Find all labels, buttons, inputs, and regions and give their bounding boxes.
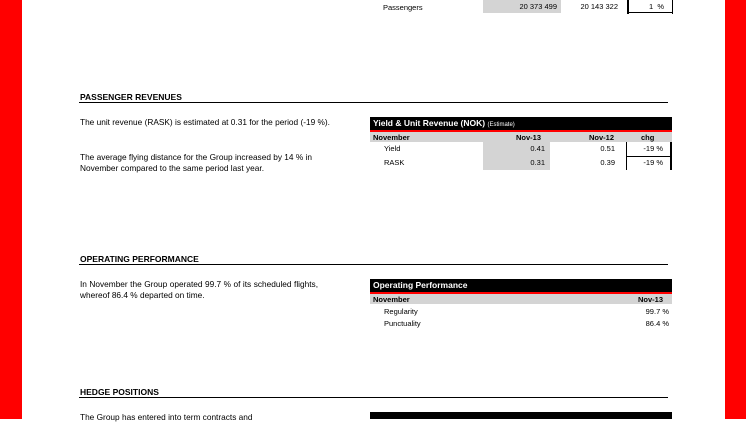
passenger-revenues-heading: PASSENGER REVENUES: [80, 92, 182, 102]
operating-header-period: November: [373, 295, 410, 304]
hedge-positions-paragraph: The Group has entered into term contracts and: [80, 412, 253, 422]
yield-row-change: -19 %: [643, 144, 663, 153]
operating-header-current: Nov-13: [638, 295, 664, 304]
yield-table-title-note: (Estimate): [487, 122, 515, 128]
passengers-label: Passengers: [383, 3, 423, 12]
section-divider: [79, 397, 668, 398]
yield-header-current: Nov-13: [516, 133, 542, 142]
passengers-previous-value: 20 143 322: [580, 2, 618, 11]
regularity-label: Regularity: [384, 307, 418, 316]
rask-row-change: -19 %: [643, 158, 663, 167]
yield-row-current: 0.41: [530, 144, 545, 153]
passengers-change-value: 1: [648, 2, 654, 11]
section-divider: [79, 264, 668, 265]
yield-row-label: Yield: [384, 144, 401, 153]
punctuality-value: 86.4 %: [645, 319, 669, 328]
hedge-table-title-bar: [370, 412, 672, 419]
yield-table-title: Yield & Unit Revenue (NOK): [373, 118, 486, 128]
yield-header-period: November: [373, 133, 410, 142]
operating-table-header-row: [370, 292, 672, 304]
right-brand-bar: [725, 0, 746, 419]
yield-header-change: chg: [641, 133, 655, 142]
yield-row-previous: 0.51: [600, 144, 615, 153]
rask-row-label: RASK: [384, 158, 405, 167]
passenger-revenues-paragraph-1: The unit revenue (RASK) is estimated at 0.31 for the period (-19 %).: [80, 117, 330, 127]
change-row-divider: [626, 156, 671, 157]
punctuality-label: Punctuality: [384, 319, 421, 328]
operating-table-title-bar: [370, 279, 672, 292]
section-divider: [79, 102, 668, 103]
rask-row-current: 0.31: [530, 158, 545, 167]
yield-table-header-row: [370, 130, 672, 142]
yield-table-title-bar: [370, 117, 672, 130]
operating-performance-heading: OPERATING PERFORMANCE: [80, 254, 199, 264]
regularity-value: 99.7 %: [645, 307, 669, 316]
yield-header-previous: Nov-12: [589, 133, 615, 142]
operating-table-title: Operating Performance: [373, 280, 468, 290]
operating-performance-paragraph: In November the Group operated 99.7 % of its scheduled flights, whereof 86.4 % departed on time.: [80, 279, 318, 300]
passengers-change-unit: %: [657, 2, 664, 11]
rask-row-previous: 0.39: [600, 158, 615, 167]
table-bottom-border: [629, 12, 673, 13]
left-brand-bar: [0, 0, 22, 419]
hedge-positions-heading: HEDGE POSITIONS: [80, 387, 159, 397]
passenger-revenues-paragraph-2: The average flying distance for the Group increased by 14 % in November compared to the same period last year.: [80, 152, 312, 173]
passengers-current-value: 20 373 499: [483, 0, 561, 13]
